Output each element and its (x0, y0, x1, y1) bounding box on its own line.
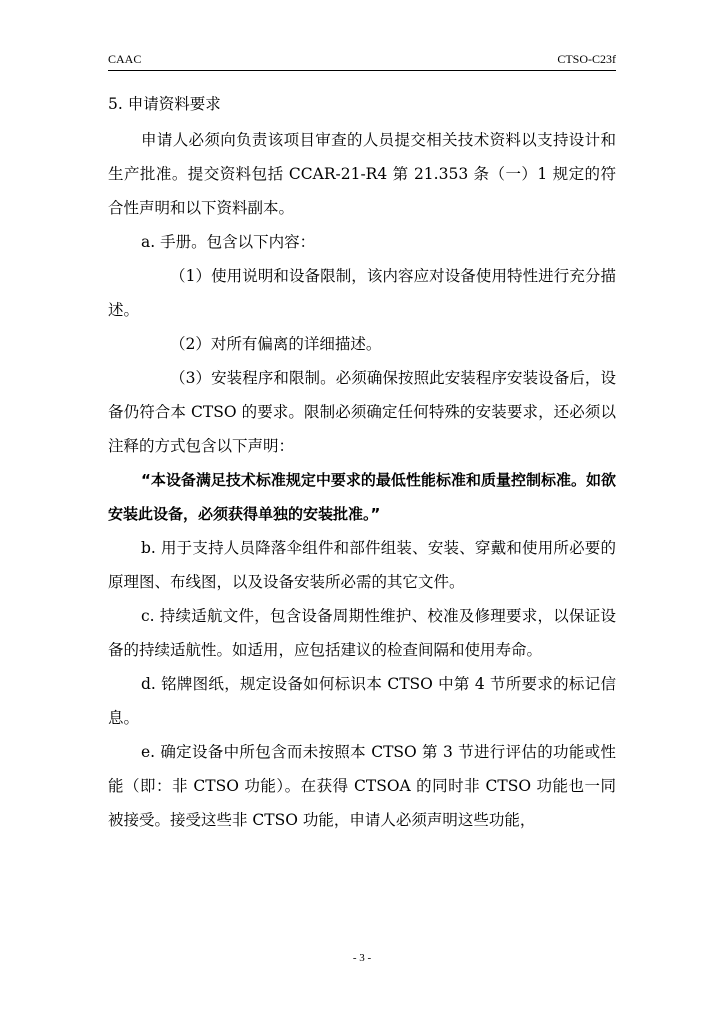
page-number: - 3 - (352, 952, 372, 964)
paragraph-b: b. 用于支持人员降落伞组件和部件组装、安装、穿戴和使用所必要的原理图、布线图，以及设备安装所必需的其它文件。 (108, 539, 616, 591)
paragraph-intro: 申请人必须向负责该项目审查的人员提交相关技术资料以支持设计和生产批准。提交资料包括 CCAR-21-R4 第 21.353 条（一）1 规定的符合性声明和以下资料副本。 (108, 131, 616, 217)
paragraph-a1: （1）使用说明和设备限制，该内容应对设备使用特性进行充分描述。 (108, 267, 616, 319)
header-org: CAAC (108, 52, 142, 66)
header-rule (108, 70, 616, 71)
paragraph-d: d. 铭牌图纸，规定设备如何标识本 CTSO 中第 4 节所要求的标记信息。 (108, 675, 616, 727)
page-header (108, 52, 616, 68)
paragraph-a2: （2）对所有偏离的详细描述。 (170, 335, 382, 353)
paragraph-a3: （3）安装程序和限制。必须确保按照此安装程序安装设备后，设备仍符合本 CTSO 的要求。限制必须确定任何特殊的安装要求，还必须以注释的方式包含以下声明： (108, 369, 616, 455)
header-doc-id: CTSO-C23f (557, 52, 616, 66)
paragraph-c: c. 持续适航文件，包含设备周期性维护、校准及修理要求，以保证设备的持续适航性。如适用，应包括建议的检查间隔和使用寿命。 (108, 607, 616, 659)
document-body (108, 87, 616, 837)
section-title: 5. 申请资料要求 (108, 95, 221, 113)
paragraph-e: e. 确定设备中所包含而未按照本 CTSO 第 3 节进行评估的功能或性能（即：非 CTSO 功能）。在获得 CTSOA 的同时非 CTSO 功能也一同被接受。接受这些非 CTSO 功能，申请人必须声明这些功能， (108, 743, 616, 829)
paragraph-a: a. 手册。包含以下内容： (141, 233, 316, 251)
paragraph-statement: “本设备满足技术标准规定中要求的最低性能标准和质量控制标准。如欲安装此设备，必须获得单独的安装批准。” (108, 471, 616, 523)
